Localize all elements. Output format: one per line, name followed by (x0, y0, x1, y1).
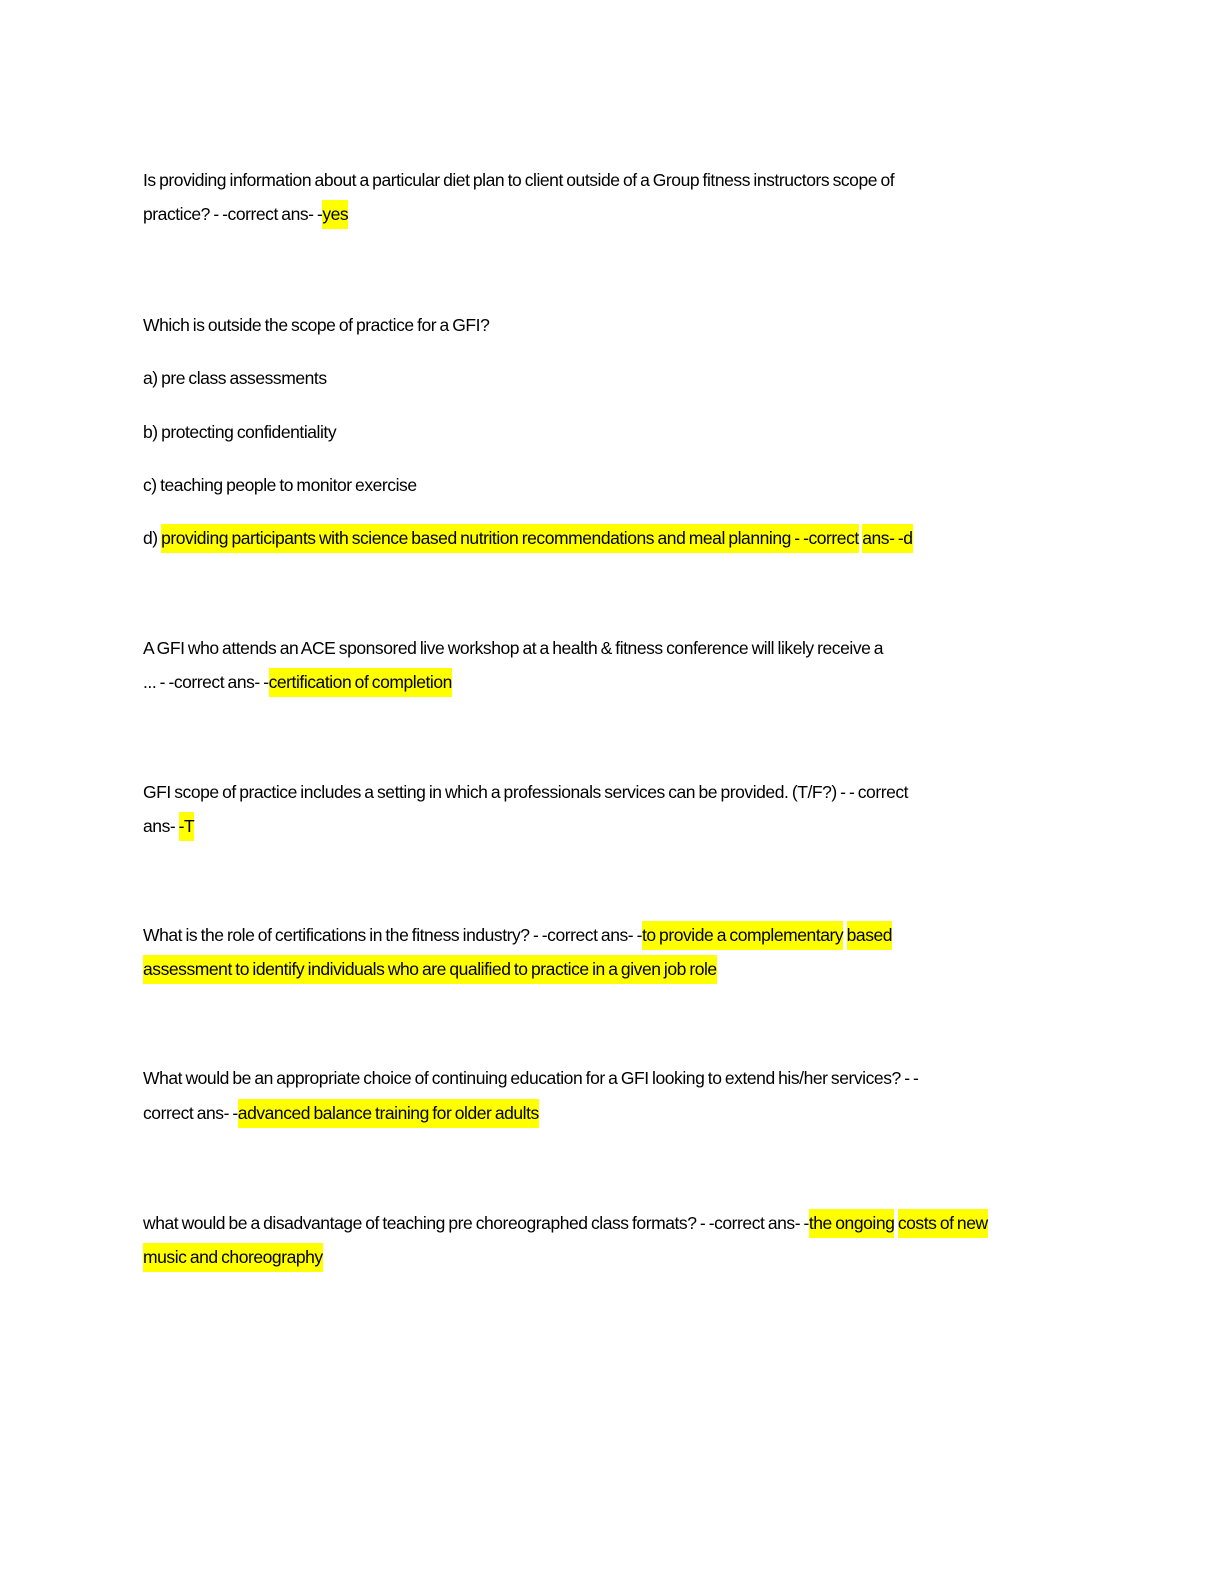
question-1-answer-highlight: yes (322, 200, 348, 229)
question-5-line-1 (143, 923, 892, 948)
question-5-text: What is the role of certifications in the fitness industry? - -correct ans- - (143, 925, 642, 945)
question-5-line-2 (143, 957, 717, 982)
question-7-text: what would be a disadvantage of teaching pre choreographed class formats? - -correct ans- - (143, 1213, 809, 1233)
option-a-text: a) pre class assessments (143, 368, 327, 388)
question-7-answer-highlight-2: costs of new (898, 1209, 988, 1238)
question-5-answer-highlight-3: assessment to identify individuals who are qualified to practice in a given job role (143, 955, 717, 984)
question-1-text-cont: practice? - -correct ans- - (143, 204, 323, 224)
question-6-answer-highlight: advanced balance training for older adults (238, 1099, 539, 1128)
option-d-answer-highlight-2: ans- -d (862, 524, 912, 553)
question-1-line-2 (143, 202, 348, 227)
question-5-answer-highlight-2: based (847, 921, 892, 950)
question-7-answer-highlight: the ongoing (809, 1209, 895, 1238)
question-4-line-2 (143, 814, 194, 839)
question-1-text: Is providing information about a particular diet plan to client outside of a Group fitness instructors scope of (143, 170, 895, 190)
question-2-option-b (143, 420, 336, 445)
question-6-line-2 (143, 1101, 539, 1126)
question-4-text-cont: ans- (143, 816, 179, 836)
option-c-text: c) teaching people to monitor exercise (143, 475, 417, 495)
question-3-answer-highlight: certification of completion (269, 668, 452, 697)
question-3-line-1 (143, 636, 883, 661)
option-b-text: b) protecting confidentiality (143, 422, 337, 442)
question-3-line-2 (143, 670, 452, 695)
question-2-option-d (143, 526, 913, 551)
question-6-text-cont: correct ans- - (143, 1103, 238, 1123)
question-1-line-1 (143, 168, 894, 193)
question-2-prompt (143, 313, 489, 338)
question-6-line-1 (143, 1066, 918, 1091)
question-4-line-1 (143, 780, 908, 805)
question-4-text: GFI scope of practice includes a setting in which a professionals services can be provided. (T/F?) - - correct (143, 782, 909, 802)
question-7-line-1 (143, 1211, 988, 1236)
option-d-answer-highlight: providing participants with science based nutrition recommendations and meal planning - -correct (161, 524, 859, 553)
question-2-text: Which is outside the scope of practice for a GFI? (143, 315, 490, 335)
question-7-answer-highlight-3: music and choreography (143, 1243, 323, 1272)
question-2-option-c (143, 473, 417, 498)
question-6-text: What would be an appropriate choice of continuing education for a GFI looking to extend his/her services? - - (143, 1068, 919, 1088)
question-2-option-a (143, 366, 327, 391)
question-3-text-cont: ... - -correct ans- - (143, 672, 269, 692)
question-4-answer-highlight: -T (179, 812, 195, 841)
question-5-answer-highlight: to provide a complementary (642, 921, 843, 950)
question-7-line-2 (143, 1245, 323, 1270)
question-3-text: A GFI who attends an ACE sponsored live workshop at a health & fitness conference will likely receive a (143, 638, 884, 658)
option-d-label: d) (143, 528, 162, 548)
